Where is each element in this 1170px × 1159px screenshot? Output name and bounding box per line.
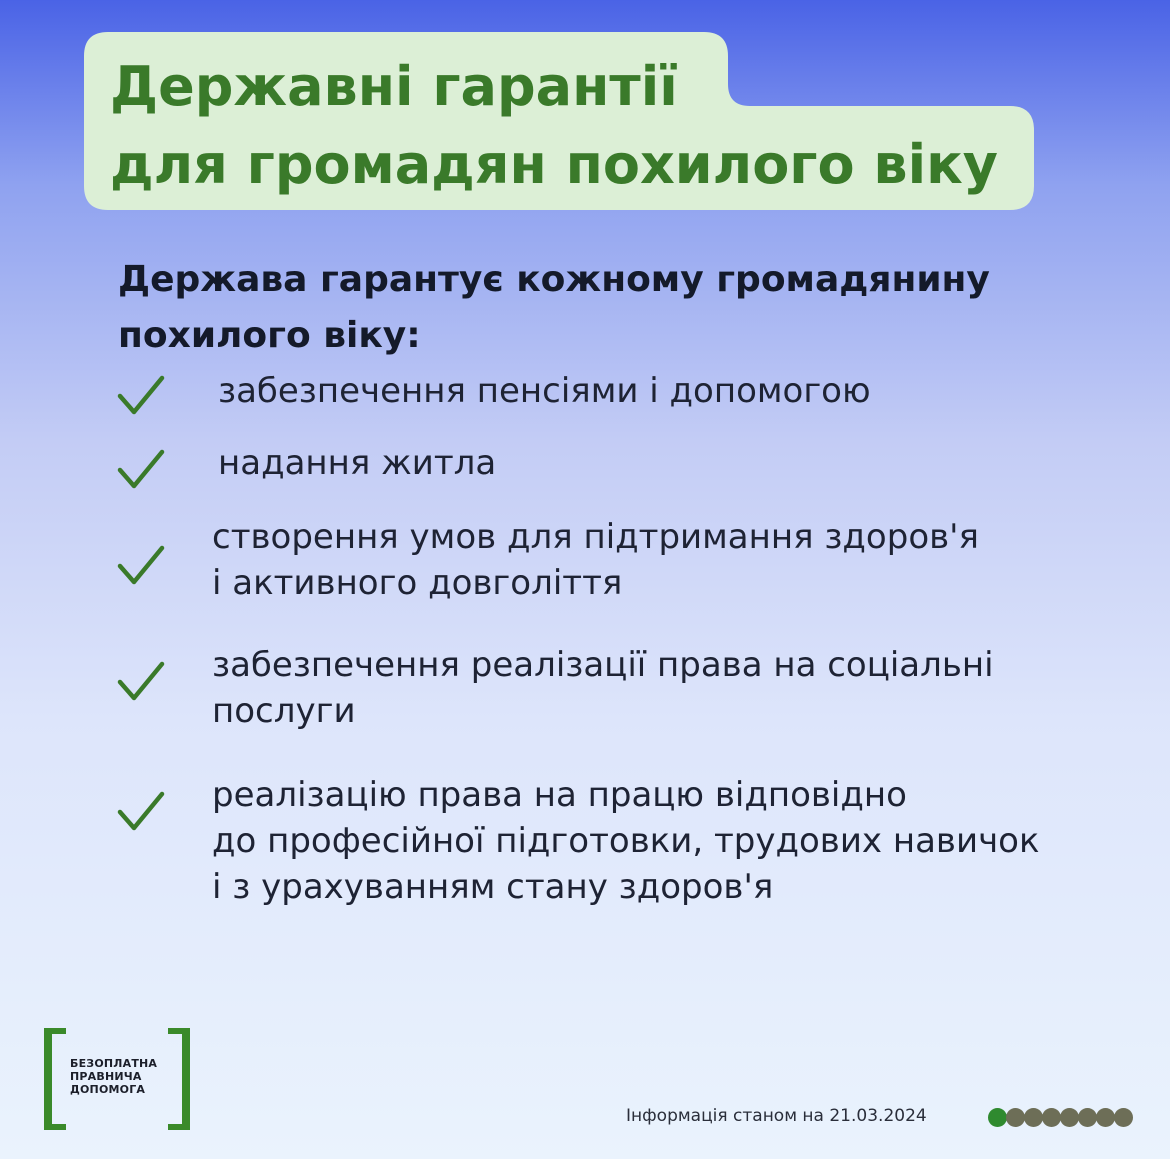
progress-dot-active: [988, 1108, 1007, 1127]
progress-dot: [1114, 1108, 1133, 1127]
logo: [44, 1028, 190, 1130]
checkmark-icon: [116, 544, 166, 588]
checkmark-icon: [116, 448, 166, 492]
guarantee-item-text: забезпечення пенсіями і допомогою: [218, 371, 871, 411]
page-progress-dots: [988, 1108, 1132, 1128]
guarantee-item-text: надання житла: [218, 443, 497, 483]
subtitle-line-2: похилого віку:: [118, 315, 421, 356]
checkmark-icon: [116, 374, 166, 418]
progress-dot: [1078, 1108, 1097, 1127]
subtitle-line-1: Держава гарантує кожному громадянину: [118, 259, 990, 300]
guarantee-item-text: створення умов для підтримання здоров'я і активного довголіття: [212, 517, 979, 603]
guarantee-item-text: забезпечення реалізації права на соціальні послуги: [212, 645, 994, 731]
guarantee-item-text: реалізацію права на працю відповідно до професійної підготовки, трудових навичок і з урахуванням стану здоров'я: [212, 775, 1040, 907]
logo-text: БЕЗОПЛАТНА ПРАВНИЧА ДОПОМОГА: [70, 1057, 158, 1096]
title-plate: [84, 32, 1034, 210]
progress-dot: [1096, 1108, 1115, 1127]
progress-dot: [1060, 1108, 1079, 1127]
subtitle: [118, 252, 990, 364]
progress-dot: [1024, 1108, 1043, 1127]
progress-dot: [1042, 1108, 1061, 1127]
page-title-line-2: для громадян похилого віку: [110, 133, 998, 196]
progress-dot: [1006, 1108, 1025, 1127]
info-date: Інформація станом на 21.03.2024: [626, 1106, 927, 1126]
checkmark-icon: [116, 790, 166, 834]
checkmark-icon: [116, 660, 166, 704]
page-title-line-1: Державні гарантії: [110, 55, 678, 118]
